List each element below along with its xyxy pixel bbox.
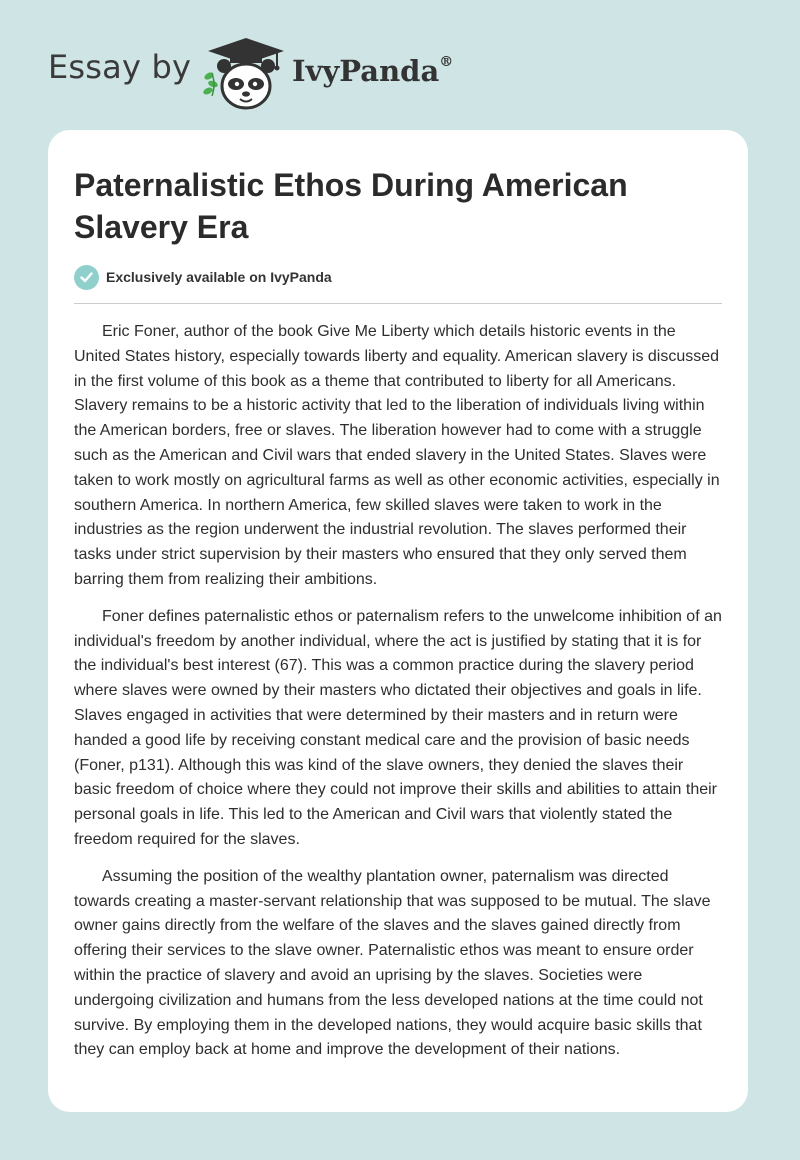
check-icon [74,265,99,290]
registered-mark: ® [439,54,454,71]
divider [74,303,722,304]
paragraph: Foner defines paternalistic ethos or paternalism refers to the unwelcome inhibition of an individual's freedom by another individual, where the act is justified by stating that it is for the individual's best interest (67). This was a common practice during the slavery period where slaves were owned by their masters who dictated their objectives and goals in life. Slaves engaged in activities that were determined by their masters and in return were handed a good life by receiving constant medical care and the provision of basic needs (Foner, p131). Although this was kind of the slave owners, they denied the slaves their basic freedom of choice where they could not improve their skills and abilities to attain their personal goals in life. This led to the American and Civil wars that violently stated the freedom required for the slaves. [74,607,722,848]
essay-body [74,320,724,1075]
exclusive-badge [74,264,332,290]
paragraph: Eric Foner, author of the book Give Me Liberty which details historic events in the United States history, especially towards liberty and equality. American slavery is discussed in the first volume of this book as a theme that contributed to liberty for all Americans. Slavery remains to be a historic activity that led to the liberation of individuals living within the American borders, free or slaves. The liberation however had to come with a struggle such as the American and Civil wars that ended slavery in the United States. Slaves were taken to work mostly on agricultural farms as well as other economic activities, especially in southern America. In northern America, few skilled slaves were taken to work in the industries as the region underwent the industrial revolution. The slaves performed their tasks under strict supervision by their masters who ensured that they only served them barring them from realizing their ambitions. [74,323,720,588]
brand-name: IvyPanda® [292,54,454,88]
essay-title: Paternalistic Ethos During American Slavery Era [74,167,628,245]
paragraph: Assuming the position of the wealthy plantation owner, paternalism was directed towards creating a master-servant relationship that was supposed to be mutual. The slave owner gains directly from the welfare of the slaves and the slaves gained directly from offering their services to the slave owner. Paternalistic ethos was meant to ensure order within the practice of slavery and avoid an uprising by the slaves. Societies were undergoing civilization and humans from the less developed nations at the time could not survive. By employing them in the developed nations, they would acquire basic skills that they can employ back at home and improve the development of their nations. [74,867,711,1059]
site-header [0,0,800,130]
essay-card [48,130,748,1112]
exclusive-badge-label: Exclusively available on IvyPanda [106,269,332,285]
essay-by-label: Essay by [48,48,192,86]
panda-logo-icon [200,34,292,112]
